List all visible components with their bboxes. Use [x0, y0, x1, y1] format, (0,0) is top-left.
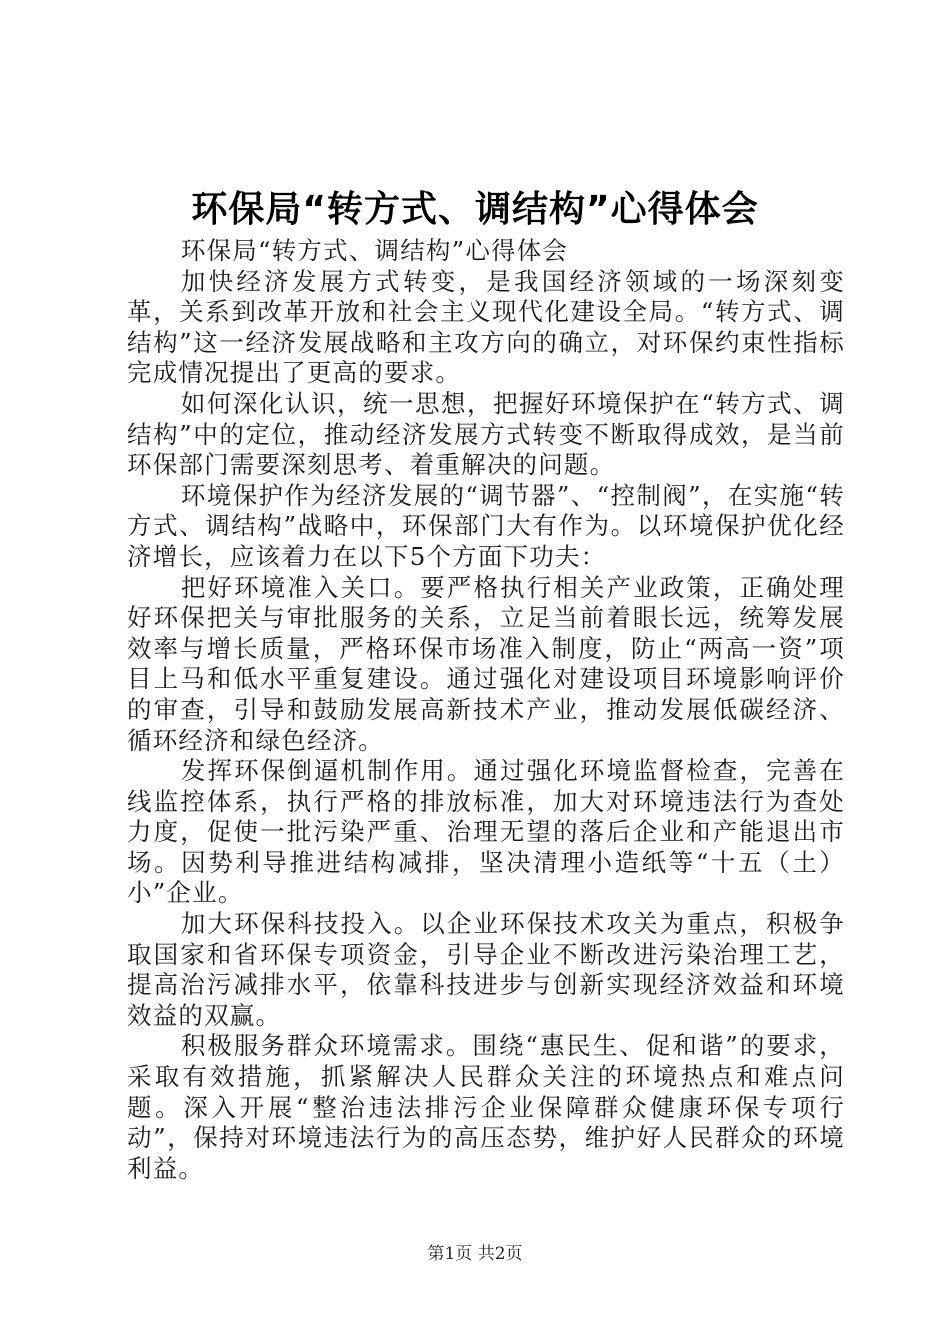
paragraph-question: 如何深化认识，统一思想，把握好环境保护在“转方式、调结构”中的定位，推动经济发展方式转变不断取得成效，是当前环保部门需要深刻思考、着重解决的问题。 [127, 388, 845, 480]
page-number-footer: 第1页 共2页 [427, 1244, 523, 1264]
paragraph-role: 环境保护作为经济发展的“调节器”、“控制阀”，在实施“转方式、调结构”战略中，环保部门大有作为。以环境保护优化经济增长，应该着力在以下5个方面下功夫： [127, 480, 845, 571]
paragraph-intro: 加快经济发展方式转变，是我国经济领域的一场深刻变革，关系到改革开放和社会主义现代化建设全局。“转方式、调结构”这一经济发展战略和主攻方向的确立，对环保约束性指标完成情况提出了更高的要求。 [127, 266, 845, 388]
paragraph-subtitle: 环保局“转方式、调结构”心得体会 [180, 236, 569, 265]
paragraph-public-service: 积极服务群众环境需求。围绕“惠民生、促和谐”的要求，采取有效措施，抓紧解决人民群众关注的环境热点和难点问题。深入开展“整治违法排污企业保障群众健康环保专项行动”，保持对环境违法行为的高压态势，维护好人民群众的环境利益。 [127, 1031, 845, 1183]
page-title: 环保局“转方式、调结构”心得体会 [191, 189, 759, 230]
document-body [127, 236, 845, 1184]
paragraph-access-control: 把好环境准入关口。要严格执行相关产业政策，正确处理好环保把关与审批服务的关系，立足当前着眼长远，统筹发展效率与增长质量，严格环保市场准入制度，防止“两高一资”项目上马和低水平重复建设。通过强化对建设项目环境影响评价的审查，引导和鼓励发展高新技术产业，推动发展低碳经济、循环经济和绿色经济。 [127, 572, 845, 755]
paragraph-forcing-mechanism: 发挥环保倒逼机制作用。通过强化环境监督检查，完善在线监控体系，执行严格的排放标准，加大对环境违法行为查处力度，促使一批污染严重、治理无望的落后企业和产能退出市场。因势利导推进结构减排，坚决清理小造纸等“十五（土）小”企业。 [127, 756, 845, 908]
paragraph-tech-investment: 加大环保科技投入。以企业环保技术攻关为重点，积极争取国家和省环保专项资金，引导企业不断改进污染治理工艺，提高治污减排水平，依靠科技进步与创新实现经济效益和环境效益的双赢。 [127, 909, 845, 1030]
